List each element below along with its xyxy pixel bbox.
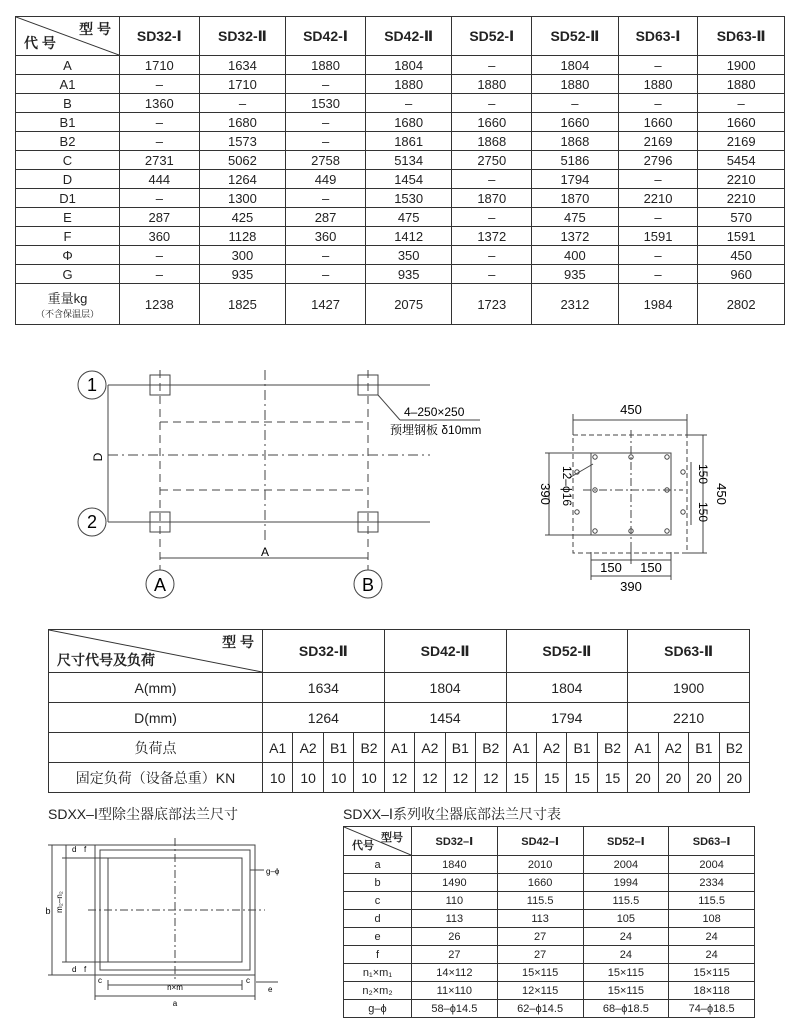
table-cell: – [286,75,366,94]
table-cell: 14×112 [412,964,498,982]
flange-half-2: 150 [640,560,662,575]
table-cell: 449 [286,170,366,189]
dim-c-right: c [246,976,250,985]
corner-header [16,17,120,56]
row-code: d [344,910,412,928]
table-cell: A2 [293,733,323,763]
table-row [16,189,785,208]
table-cell: A1 [628,733,658,763]
corner-header-bottom: 代号 [352,840,374,852]
table-cell: 1264 [199,170,286,189]
table-cell: 115.5 [669,892,755,910]
table-cell: A2 [658,733,688,763]
row-code: C [16,151,120,170]
table-cell: 11×110 [412,982,498,1000]
flange-holes: 12–ϕ16 [560,465,574,507]
table-cell: 1804 [532,56,619,75]
table-cell: 1660 [452,113,532,132]
dim-f-top: f [84,845,87,854]
table-cell: – [286,246,366,265]
row-code: B [16,94,120,113]
table-cell: 1680 [199,113,286,132]
table-row [344,892,755,910]
table-cell: 1880 [618,75,698,94]
table-cell: 18×118 [669,982,755,1000]
dim-g-phi: g–ϕ [266,867,280,876]
table-cell: 10 [263,763,293,793]
corner-header-top: 型 号 [222,634,254,650]
table-cell: – [618,170,698,189]
table-cell: – [120,113,200,132]
table-cell: 475 [532,208,619,227]
table-row [16,227,785,246]
table-cell: 935 [532,265,619,284]
table-cell: 1372 [532,227,619,246]
table-cell: 10 [293,763,323,793]
table-cell: 1591 [618,227,698,246]
corner-header-bottom: 尺寸代号及负荷 [57,652,155,668]
table-cell: 935 [365,265,452,284]
row-code: f [344,946,412,964]
table-cell: – [618,265,698,284]
table-cell: 287 [120,208,200,227]
table-cell: – [698,94,785,113]
table-cell: 115.5 [497,892,583,910]
row-code: A [16,56,120,75]
table-row [344,928,755,946]
table-row [344,910,755,928]
table-cell: 1412 [365,227,452,246]
dim-e: e [268,985,273,994]
table-cell: 15×115 [583,982,669,1000]
table-header-row [16,17,785,56]
table-cell: – [532,94,619,113]
table-row [344,874,755,892]
table-cell: A2 [415,733,445,763]
table-cell: B1 [445,733,475,763]
row-code: B2 [16,132,120,151]
table-cell: 20 [658,763,688,793]
table-cell: 1870 [452,189,532,208]
row-code: e [344,928,412,946]
table-cell: – [618,246,698,265]
table-cell: 15 [567,763,597,793]
model-header: SD32-Ⅱ [199,17,286,56]
dim-d-label: D [91,452,105,462]
table-cell: – [618,94,698,113]
table-cell: 27 [412,946,498,964]
flange-top-dim: 450 [620,402,642,417]
table-cell: 1128 [199,227,286,246]
table-cell: – [286,113,366,132]
table-row [16,75,785,94]
row-code: c [344,892,412,910]
table-row [49,703,750,733]
row-code: B1 [16,113,120,132]
table-cell: 425 [199,208,286,227]
table-cell: 68–ϕ18.5 [583,1000,669,1018]
plate-note-2: 预埋钢板 δ10mm [390,423,482,437]
table-cell: 20 [719,763,749,793]
load-table [48,629,750,793]
table-cell: 960 [698,265,785,284]
table-cell: 1994 [583,874,669,892]
flange-dimension-table [343,826,755,1018]
table-cell: 12 [415,763,445,793]
table-cell: 15 [597,763,627,793]
table-cell: – [452,246,532,265]
row-label: 负荷点 [49,733,263,763]
bottom-flange-drawing [40,830,290,1010]
table-cell: 300 [199,246,286,265]
table-cell: 58–ϕ14.5 [412,1000,498,1018]
dim-f-bottom: f [84,965,87,974]
table-row [16,94,785,113]
table-cell: 12 [445,763,475,793]
table-row [16,265,785,284]
table-cell: 475 [365,208,452,227]
table-row [344,946,755,964]
table-cell: 570 [698,208,785,227]
table-cell: – [120,189,200,208]
table-row [49,673,750,703]
table-cell: B1 [323,733,353,763]
flange-left-dim: 390 [538,483,553,505]
table-cell: 2004 [669,856,755,874]
table-cell: 1634 [263,673,385,703]
table-cell: 2010 [497,856,583,874]
table-cell: 10 [354,763,384,793]
table-cell: – [199,94,286,113]
table-cell: 1804 [365,56,452,75]
row-code: g–ϕ [344,1000,412,1018]
table-cell: 1804 [384,673,506,703]
table-cell: 1794 [506,703,628,733]
dim-a: a [172,999,178,1008]
model-header: SD32-Ⅰ [120,17,200,56]
model-header: SD42-Ⅱ [384,630,506,673]
table-cell: 1861 [365,132,452,151]
table-cell: 15 [536,763,566,793]
corner-header-top: 型 号 [79,21,111,37]
table-cell: 350 [365,246,452,265]
table-cell: 24 [583,946,669,964]
flange-bottom-dim: 390 [620,579,642,594]
table-cell: – [286,189,366,208]
axis-row-2: 2 [86,512,98,532]
corner-header-bottom: 代 号 [24,35,56,51]
table-cell: B2 [476,733,506,763]
table-cell: – [120,265,200,284]
table-cell: 1660 [698,113,785,132]
corner-header-top: 型号 [381,832,403,844]
table-cell: 1710 [199,75,286,94]
table-cell: 12 [476,763,506,793]
small-flange-drawing [525,400,730,595]
axis-row-1: 1 [86,375,98,395]
row-code: a [344,856,412,874]
weight-row [16,284,785,325]
table-cell: B1 [689,733,719,763]
table-row [16,170,785,189]
model-header: SD63–Ⅰ [669,827,755,856]
table-row [344,1000,755,1018]
table-cell: 27 [497,946,583,964]
table-cell: 1870 [532,189,619,208]
table-row [344,982,755,1000]
table-cell: 27 [497,928,583,946]
table-cell: B2 [354,733,384,763]
table-cell: – [452,56,532,75]
table-cell: 1300 [199,189,286,208]
table-cell: 26 [412,928,498,946]
table-cell: – [365,94,452,113]
model-header: SD42-Ⅱ [365,17,452,56]
table-cell: 5134 [365,151,452,170]
table-cell: 1264 [263,703,385,733]
flange-vhalf-2: 150 [696,501,710,523]
table-cell: 935 [199,265,286,284]
plate-note-1: 4–250×250 [404,405,465,419]
corner-header [344,827,412,856]
table-cell: 1660 [497,874,583,892]
table-cell: 105 [583,910,669,928]
table-cell: 24 [669,928,755,946]
row-code: Φ [16,246,120,265]
table-cell: 2312 [532,284,619,325]
dimension-table [15,16,785,325]
row-code: D [16,170,120,189]
table-cell: 1530 [365,189,452,208]
table-cell: 62–ϕ14.5 [497,1000,583,1018]
table-cell: 1710 [120,56,200,75]
weight-note: （不含保温层） [35,309,99,319]
table-cell: 2750 [452,151,532,170]
flange-title: SDXX–Ⅰ型除尘器底部法兰尺寸 [48,806,239,822]
table-cell: 444 [120,170,200,189]
table-cell: 12 [384,763,414,793]
table-cell: – [618,208,698,227]
table-cell: 1804 [506,673,628,703]
row-code: F [16,227,120,246]
table-cell: 24 [669,946,755,964]
table-cell: 15×115 [583,964,669,982]
table-row [16,151,785,170]
table-cell: B2 [597,733,627,763]
table-cell: 1634 [199,56,286,75]
row-code: D1 [16,189,120,208]
table-cell: 15×115 [669,964,755,982]
table-cell: 287 [286,208,366,227]
foundation-plan-drawing [60,360,510,610]
table-cell: 12×115 [497,982,583,1000]
table-cell: 1427 [286,284,366,325]
table-cell: 1723 [452,284,532,325]
table-row [16,113,785,132]
model-header: SD32–Ⅰ [412,827,498,856]
model-header: SD42–Ⅰ [497,827,583,856]
table-row [49,763,750,793]
table-cell: A1 [263,733,293,763]
table-row [16,246,785,265]
table-cell: 1680 [365,113,452,132]
row-code: G [16,265,120,284]
table-cell: 450 [698,246,785,265]
table-cell: 1454 [365,170,452,189]
table-cell: 360 [286,227,366,246]
table-cell: 1591 [698,227,785,246]
table-cell: 108 [669,910,755,928]
table-cell: 113 [497,910,583,928]
table-cell: 20 [689,763,719,793]
table-cell: 10 [323,763,353,793]
row-code: b [344,874,412,892]
table-cell: 1840 [412,856,498,874]
dim-nxm: n×m [167,983,183,992]
table-cell: 1372 [452,227,532,246]
row-label: 固定负荷（设备总重）KN [49,763,263,793]
table-cell: 1880 [532,75,619,94]
row-code: n₁×m₁ [344,964,412,982]
table-cell: 2731 [120,151,200,170]
dim-m2n2: m₂–n₂ [55,891,64,913]
row-label: D(mm) [49,703,263,733]
table-cell: – [452,265,532,284]
table-cell: 1880 [452,75,532,94]
table-row [344,964,755,982]
table-cell: 400 [532,246,619,265]
table-cell: 1660 [532,113,619,132]
table-cell: 1880 [698,75,785,94]
table-cell: 5454 [698,151,785,170]
table-row [344,856,755,874]
model-header: SD42-Ⅰ [286,17,366,56]
table-cell: 2802 [698,284,785,325]
table-cell: 1868 [452,132,532,151]
table-cell: 2334 [669,874,755,892]
table-cell: 74–ϕ18.5 [669,1000,755,1018]
model-header: SD52-Ⅱ [506,630,628,673]
table-cell: A1 [384,733,414,763]
row-code: E [16,208,120,227]
table-header-row [49,630,750,673]
table-row [16,56,785,75]
table-cell: 15×115 [497,964,583,982]
table-cell: 1825 [199,284,286,325]
table-cell: 2210 [698,170,785,189]
table-cell: 1530 [286,94,366,113]
flange-vhalf-1: 150 [696,463,710,485]
table-cell: 2169 [698,132,785,151]
dim-c-left: c [98,976,102,985]
table-cell: – [120,246,200,265]
table-cell: 2796 [618,151,698,170]
table-cell: 1880 [286,56,366,75]
table-cell: – [120,75,200,94]
table-cell: – [452,170,532,189]
table-cell: 1490 [412,874,498,892]
model-header: SD63-Ⅰ [618,17,698,56]
table-cell: B2 [719,733,749,763]
table-cell: 20 [628,763,658,793]
table-row [16,208,785,227]
flange-table-title: SDXX–Ⅰ系列收尘器底部法兰尺寸表 [343,806,562,822]
flange-half-1: 150 [600,560,622,575]
table-header-row [344,827,755,856]
table-cell: 360 [120,227,200,246]
dim-d-bottom: d [72,965,77,974]
table-cell: 115.5 [583,892,669,910]
corner-header [49,630,263,673]
flange-right-dim: 450 [714,483,729,505]
table-cell: 1660 [618,113,698,132]
table-cell: 1454 [384,703,506,733]
table-row [16,132,785,151]
table-cell: 2210 [618,189,698,208]
table-cell: 2210 [698,189,785,208]
table-cell: 1573 [199,132,286,151]
table-cell: 2075 [365,284,452,325]
table-cell: – [120,132,200,151]
table-cell: 24 [583,928,669,946]
table-cell: 1868 [532,132,619,151]
table-cell: 1238 [120,284,200,325]
row-code: A1 [16,75,120,94]
table-cell: – [452,208,532,227]
table-cell: 2004 [583,856,669,874]
table-cell: 5062 [199,151,286,170]
table-cell: 15 [506,763,536,793]
table-cell: – [452,94,532,113]
table-cell: 1900 [628,673,750,703]
table-cell: 2169 [618,132,698,151]
table-cell: – [286,132,366,151]
dim-d-top: d [72,845,77,854]
model-header: SD52-Ⅰ [452,17,532,56]
weight-label: 重量kg [47,291,88,306]
dim-b: b [45,906,51,916]
table-cell: 113 [412,910,498,928]
model-header: SD52–Ⅰ [583,827,669,856]
weight-label-cell [16,284,120,325]
table-cell: 2758 [286,151,366,170]
table-cell: – [618,56,698,75]
table-cell: 1880 [365,75,452,94]
table-cell: 2210 [628,703,750,733]
table-cell: 1984 [618,284,698,325]
table-cell: 110 [412,892,498,910]
table-cell: 1360 [120,94,200,113]
table-cell: 1900 [698,56,785,75]
dim-a-label: A [260,545,270,559]
table-cell: 5186 [532,151,619,170]
table-cell: 1794 [532,170,619,189]
table-row [49,733,750,763]
table-cell: B1 [567,733,597,763]
axis-col-b: B [361,575,375,595]
model-header: SD32-Ⅱ [263,630,385,673]
model-header: SD52-Ⅱ [532,17,619,56]
table-cell: A1 [506,733,536,763]
row-code: n₂×m₂ [344,982,412,1000]
model-header: SD63-Ⅱ [698,17,785,56]
axis-col-a: A [153,575,167,595]
table-cell: A2 [536,733,566,763]
row-label: A(mm) [49,673,263,703]
model-header: SD63-Ⅱ [628,630,750,673]
table-cell: – [286,265,366,284]
